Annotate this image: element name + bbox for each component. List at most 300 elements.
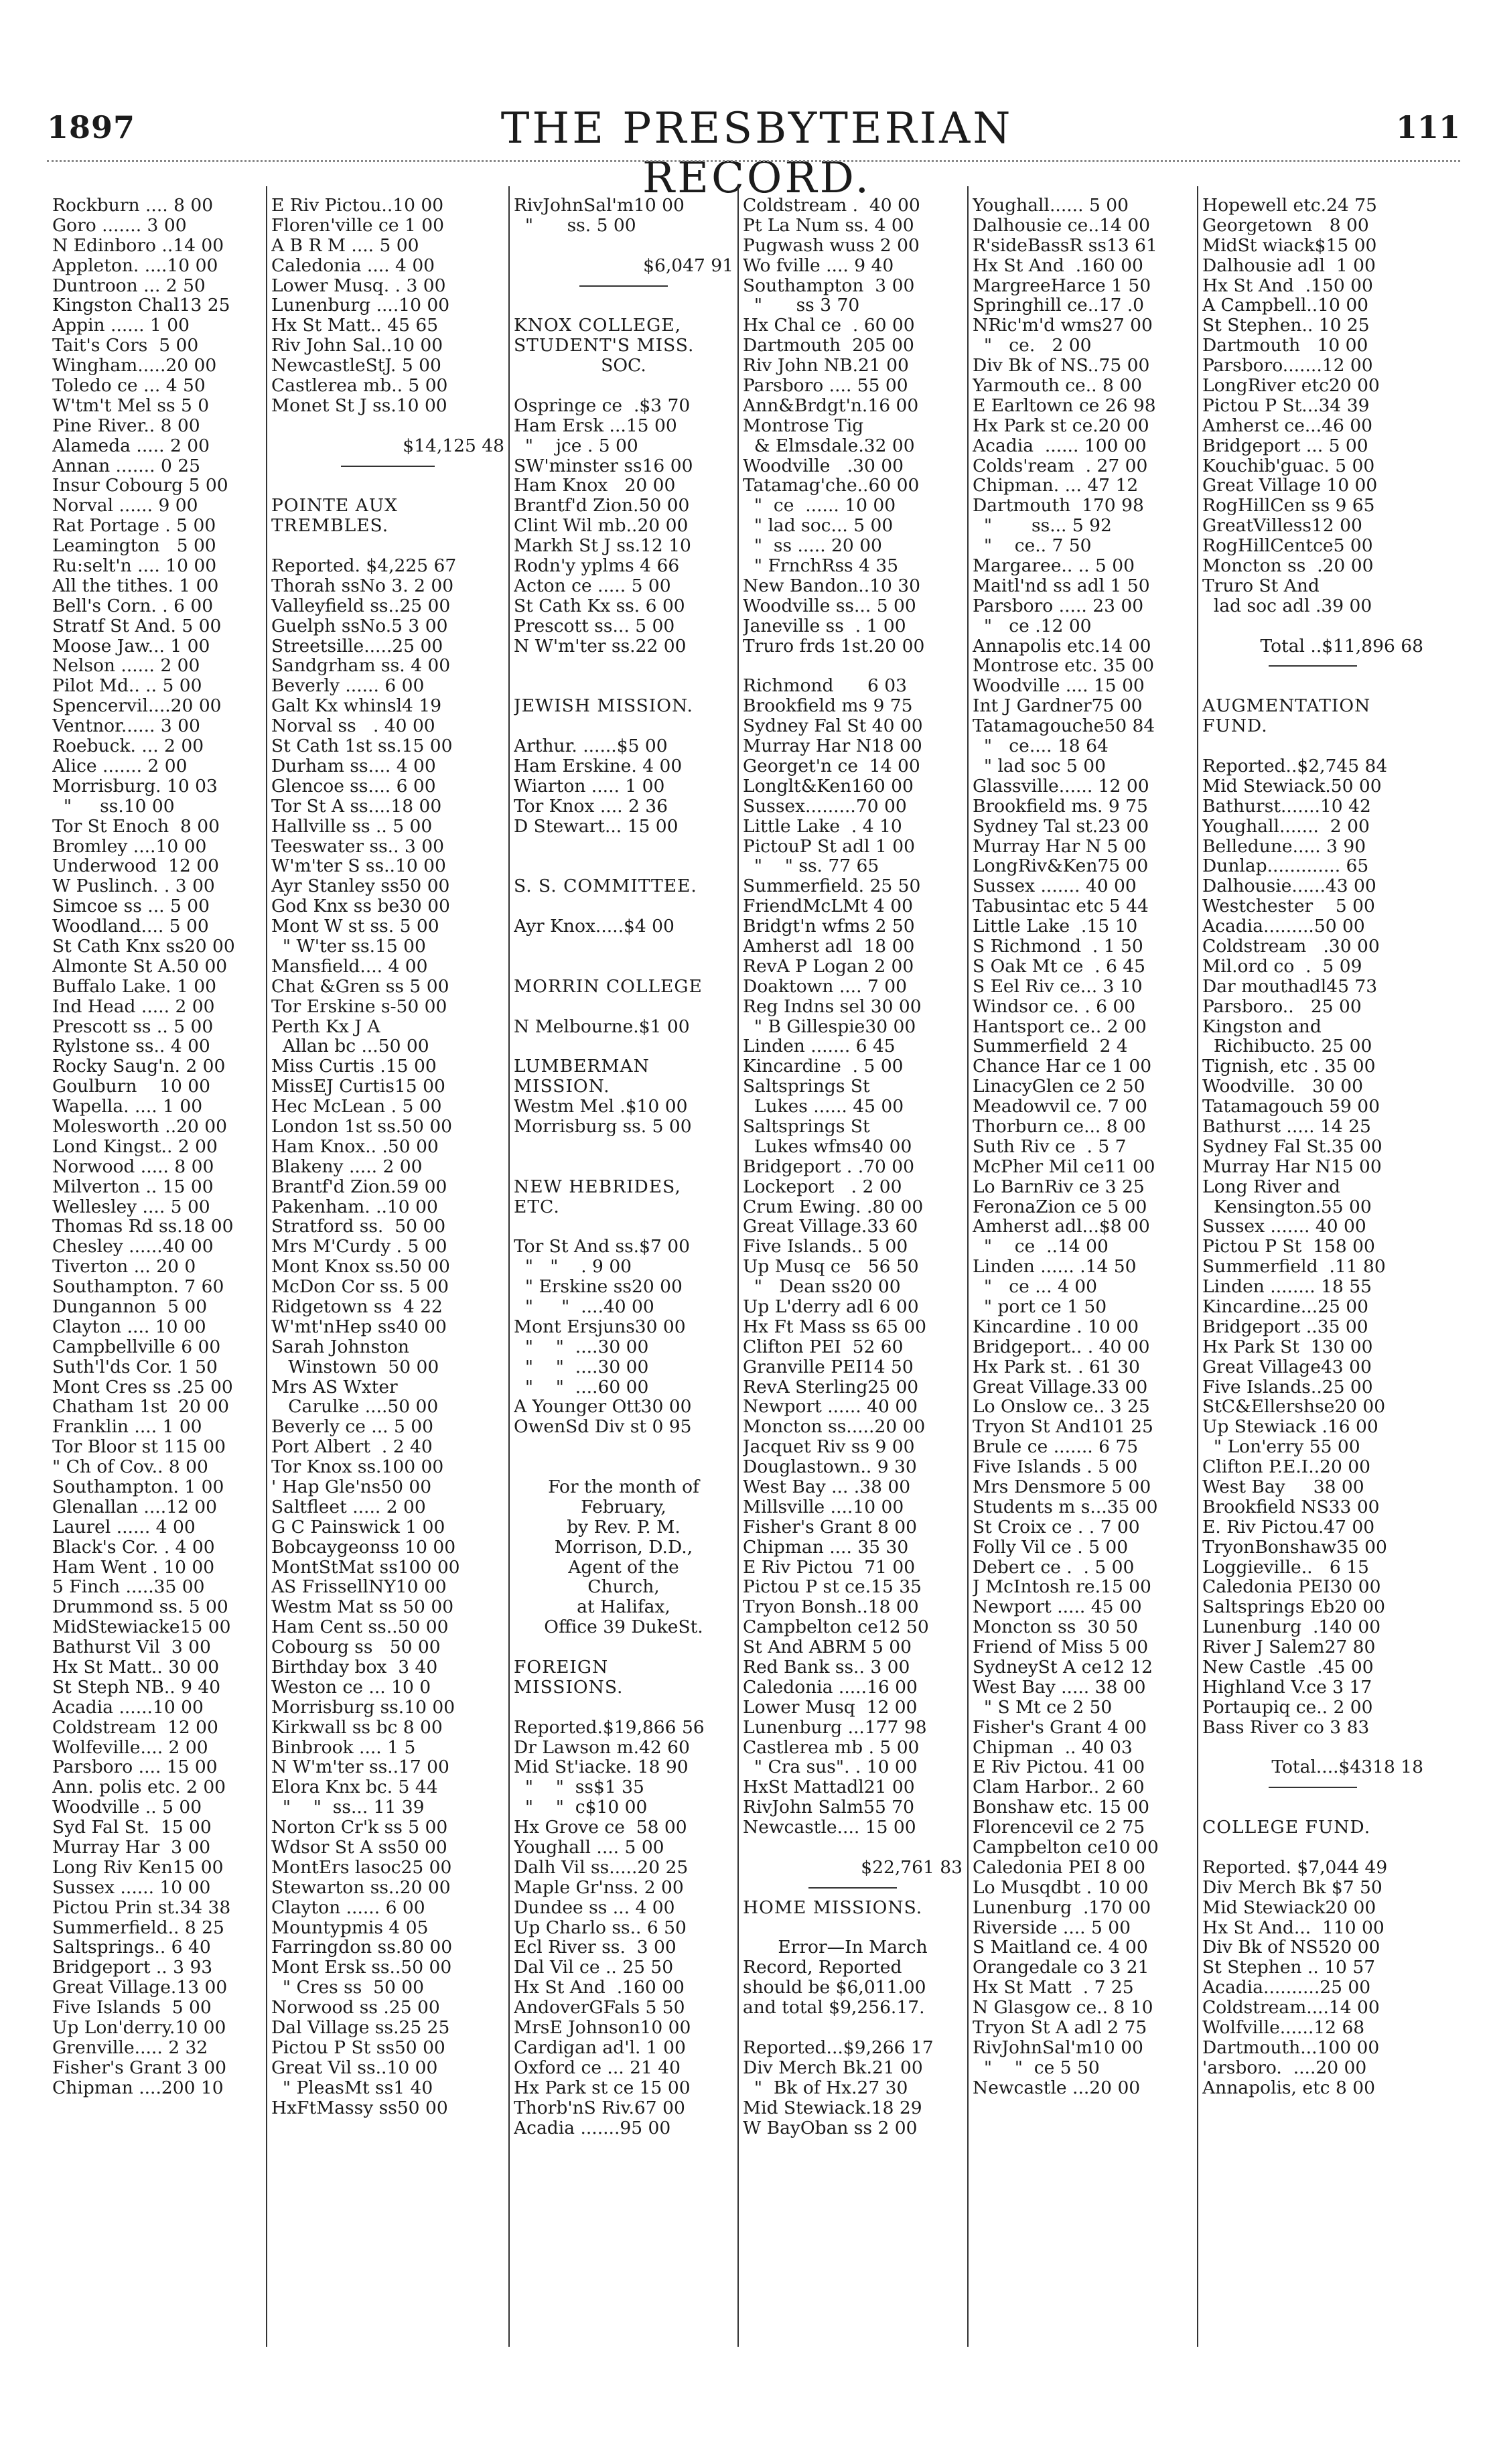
entry-line: Doaktown .... 7 00 <box>743 976 907 997</box>
entry-line: Summerfield 2 4 <box>973 1036 1128 1057</box>
entry-line: Hx Park st ce 15 00 <box>514 2077 691 2098</box>
entry-line: Dar mouthadl45 73 <box>1202 976 1378 997</box>
entry-line: Franklin .... 1 00 <box>52 1417 202 1438</box>
entry-line: E Riv Pictou..10 00 <box>271 196 444 216</box>
entry-line: Glencoe ss.... 6 00 <box>271 776 436 797</box>
entry-line: Saltsprings St <box>743 1116 870 1137</box>
entry-line: RivJohnSal'm10 00 <box>973 2037 1143 2058</box>
entry-line: Murray Har N15 00 <box>1202 1156 1382 1177</box>
entry-line: NRic'm'd wms27 00 <box>973 316 1153 336</box>
entry-line: Moncton ss.....20 00 <box>743 1417 926 1438</box>
entry-line: Tor St A ss....18 00 <box>271 796 442 817</box>
entry-line: Hx Park St 130 00 <box>1202 1337 1373 1357</box>
entry-line: " " ss. 77 65 <box>743 856 879 877</box>
entry-line: Ecl River ss. 3 00 <box>514 1937 677 1958</box>
section-heading: at Halifax, <box>577 1597 670 1618</box>
entry-line <box>743 1838 963 1858</box>
entry-line: Great Village.33 60 <box>743 1217 918 1237</box>
entry-line: Tor St And ss.$7 00 <box>514 1237 690 1257</box>
entry-line: Up Lon'derry.10 00 <box>52 2018 226 2038</box>
entry-line: Amherst adl 18 00 <box>743 936 915 957</box>
entry-line: Hantsport ce.. 2 00 <box>973 1016 1147 1037</box>
entry-line <box>743 2018 963 2038</box>
entry-line: Bathurst ..... 14 25 <box>1202 1116 1371 1137</box>
entry-line: " " ....60 00 <box>514 1377 649 1397</box>
entry-line: Castlerea mb . 5 00 <box>743 1737 920 1758</box>
entry-line: Five Islands..25 00 <box>1202 1377 1373 1397</box>
entry-line: Thomas Rd ss.18 00 <box>52 1217 234 1237</box>
entry-line: Hx St And .160 00 <box>973 255 1143 276</box>
entry-line <box>514 997 733 1017</box>
entry-line: " lad soc 5 00 <box>973 756 1106 776</box>
entry-line <box>514 837 733 857</box>
section-heading: ETC. <box>514 1196 560 1217</box>
entry-line: " B Gillespie30 00 <box>743 1016 916 1037</box>
entry-line: Beverly ...... 6 00 <box>271 676 425 697</box>
entry-line: Dalhousie adl 1 00 <box>1202 255 1376 276</box>
entry-line: LongRiv&Ken75 00 <box>973 856 1149 877</box>
entry-line: Fisher's Grant 8 00 <box>743 1517 917 1537</box>
entry-line: " " c$10 00 <box>514 1797 648 1818</box>
entry-line: Windsor ce. . 6 00 <box>973 996 1136 1017</box>
entry-line: Durham ss.... 4 00 <box>271 756 436 776</box>
entry-line: Portaupiq ce.. 2 00 <box>1202 1697 1373 1718</box>
entry-line: Westchester 5 00 <box>1202 896 1375 917</box>
entry-line: Up Stewiack .16 00 <box>1202 1417 1378 1438</box>
entry-line: Dartmouth 205 00 <box>743 336 914 356</box>
entry-line: Riv John Sal..10 00 <box>271 336 443 356</box>
entry-line <box>514 937 733 957</box>
entry-line <box>514 1457 733 1477</box>
entry-line: London 1st ss.50 00 <box>271 1116 453 1137</box>
entry-line: Dungannon 5 00 <box>52 1296 208 1317</box>
entry-line <box>514 957 733 977</box>
entry-line: Brantf'd Zion.59 00 <box>271 1176 447 1197</box>
entry-line: Acadia .......95 00 <box>514 2118 671 2138</box>
entry-line: Youghall .... 5 00 <box>514 1838 664 1858</box>
entry-line: " ce.... 18 64 <box>973 736 1109 756</box>
entry-line: Almonte St A.50 00 <box>52 956 228 977</box>
entry-line <box>514 1637 733 1657</box>
entry-line: Saltsprings Eb20 00 <box>1202 1597 1386 1618</box>
entry-line: Hx Park st. . 61 30 <box>973 1357 1140 1377</box>
entry-line: Brantf'd Zion.50 00 <box>514 496 690 517</box>
entry-line: Guelph ssNo.5 3 00 <box>271 616 448 636</box>
entry-line: Duntroon ... 2 50 <box>52 275 206 296</box>
entry-line: Great Village 10 00 <box>1202 476 1378 496</box>
entry-line: Linden ...... .14 50 <box>973 1257 1137 1278</box>
entry-line: Morrisburg. 10 03 <box>52 776 218 797</box>
entry-line: and total $9,256.17. <box>743 1998 925 2018</box>
entry-line: Tait's Cors 5 00 <box>52 336 199 356</box>
entry-line: Southampton. 1 00 <box>52 1477 224 1497</box>
entry-line: MrsE Johnson10 00 <box>514 2018 691 2038</box>
entry-line: Miss Curtis .15 00 <box>271 1056 437 1077</box>
entry-line: Pictou P St ss50 00 <box>271 2037 445 2058</box>
entry-line: Norton Cr'k ss 5 00 <box>271 1818 448 1838</box>
entry-line: Saltsprings St <box>743 1077 870 1097</box>
entry-line: Loggieville.. 6 15 <box>1202 1557 1369 1578</box>
entry-line: Reported.$19,866 56 <box>514 1717 705 1738</box>
entry-line: Pine River.. 8 00 <box>52 415 200 436</box>
entry-line: Mid Stewiack20 00 <box>1202 1897 1376 1918</box>
entry-line: Millsville ....10 00 <box>743 1497 904 1517</box>
entry-line: Dalhousie......43 00 <box>1202 876 1376 897</box>
entry-line: Great Village.13 00 <box>52 1978 228 1998</box>
entry-line: E Earltown ce 26 98 <box>973 395 1156 416</box>
entry-line: Orangedale co 3 21 <box>973 1958 1149 1978</box>
entry-line: LinacyGlen ce 2 50 <box>973 1077 1145 1097</box>
entry-line: West Bay ... .38 00 <box>743 1477 911 1497</box>
entry-line: Black's Cor. . 4 00 <box>52 1537 215 1558</box>
entry-line: Westm Mel .$10 00 <box>514 1097 688 1117</box>
entry-line: Tor St Enoch 8 00 <box>52 816 220 837</box>
entry-line: Insur Cobourg 5 00 <box>52 476 228 496</box>
entry-line: " " ....40 00 <box>514 1296 654 1317</box>
entry-line: Ham Knox.. .50 00 <box>271 1136 439 1157</box>
entry-line: Drummond ss. 5 00 <box>52 1597 228 1618</box>
entry-line: Rylstone ss.. 4 00 <box>52 1036 210 1057</box>
entry-line: St Steph NB.. 9 40 <box>52 1677 221 1698</box>
entry-line: Dalhousie ce..14 00 <box>973 215 1151 236</box>
entry-line <box>1202 736 1423 756</box>
section-heading: Morrison, D.D., <box>554 1537 693 1558</box>
entry-line: St Stephen .. 10 57 <box>1202 1958 1376 1978</box>
entry-line: Rocky Saug'n. 2 00 <box>52 1056 226 1077</box>
entry-line: Dal Vil ce .. 25 50 <box>514 1958 674 1978</box>
entry-line <box>1202 1738 1423 1758</box>
entry-line: Sussex ....... 40 00 <box>973 876 1137 897</box>
entry-line: Amherst adl...$8 00 <box>973 1217 1150 1237</box>
entry-line: & Elmsdale.32 00 <box>743 435 915 456</box>
entry-line: Linden ........ 18 55 <box>1202 1277 1372 1297</box>
entry-line: Springhill ce..17 .0 <box>973 295 1145 316</box>
entry-line: Belledune..... 3 90 <box>1202 836 1366 857</box>
entry-line: Pakenham. ..10 00 <box>271 1196 438 1217</box>
entry-line: AndoverGFals 5 50 <box>514 1998 685 2018</box>
entry-line: " ss... 5 92 <box>973 516 1112 537</box>
entry-line: RevA P Logan 2 00 <box>743 956 914 977</box>
entry-line: W Puslinch. . 3 00 <box>52 876 215 897</box>
entry-line <box>743 656 963 676</box>
entry-line: Goro ....... 3 00 <box>52 215 187 236</box>
entry-line: SW'minster ss16 00 <box>514 456 693 476</box>
entry-line: Kensington.55 00 <box>1202 1196 1372 1217</box>
entry-line: Up L'derry adl 6 00 <box>743 1296 919 1317</box>
entry-line: Yarmouth ce.. 8 00 <box>973 376 1142 396</box>
entry-line: Kincardine . 5 00 <box>743 1056 904 1077</box>
entry-line: Up Charlo ss.. 6 50 <box>514 1917 687 1938</box>
entry-line: E Riv Pictou 71 00 <box>743 1557 916 1578</box>
entry-line: D Stewart... 15 00 <box>514 816 679 837</box>
entry-line: Moncton ss .20 00 <box>1202 556 1374 576</box>
entry-line: MidSt wiack$15 00 <box>1202 235 1377 256</box>
entry-line: Appin ...... 1 00 <box>52 316 190 336</box>
entry-line: Carulke ....50 00 <box>271 1397 439 1418</box>
entry-line: Bonshaw etc. 15 00 <box>973 1797 1149 1818</box>
entry-line: Ann&Brdgt'n.16 00 <box>743 395 919 416</box>
entry-line: Sussex ....... 40 00 <box>1202 1217 1366 1237</box>
entry-line <box>514 896 733 916</box>
entry-line: Newport ..... 45 00 <box>973 1597 1142 1618</box>
entry-line: Thorb'nS Riv.67 00 <box>514 2098 685 2118</box>
entry-line: Newcastle.... 15 00 <box>743 1818 916 1838</box>
entry-line: Chipman .. 40 03 <box>973 1737 1133 1758</box>
entry-line <box>514 295 733 316</box>
entry-line: Suth Riv ce . 5 7 <box>973 1136 1127 1157</box>
entry-line: Teeswater ss.. 3 00 <box>271 836 444 857</box>
entry-line: Dal Village ss.25 25 <box>271 2018 450 2038</box>
entry-line: HxSt Mattadl21 00 <box>743 1777 915 1798</box>
entry-line: Sydney Tal st.23 00 <box>973 816 1149 837</box>
entry-line: G C Painswick 1 00 <box>271 1517 445 1537</box>
section-rule <box>514 276 733 296</box>
section-heading: STUDENT'S MISS. <box>514 336 695 356</box>
entry-line: Leamington 5 00 <box>52 536 216 557</box>
entry-line: Coldstream .30 00 <box>1202 936 1380 957</box>
entry-line: Clayton .... 10 00 <box>52 1316 206 1337</box>
entry-line: Hx Chal ce . 60 00 <box>743 316 915 336</box>
entry-line: Wellesley .... 5 00 <box>52 1196 210 1217</box>
entry-line: Ind Head ..... 2 00 <box>52 996 215 1017</box>
entry-line: " Dean ss20 00 <box>743 1277 901 1297</box>
entry-line: Maitl'nd ss adl 1 50 <box>973 575 1150 596</box>
entry-line: Coldstream....14 00 <box>1202 1998 1380 2018</box>
entry-line: RevA Sterling25 00 <box>743 1377 919 1397</box>
entry-line: S Maitland ce. 4 00 <box>973 1937 1148 1958</box>
entry-line: Pictou P St...34 39 <box>1202 395 1370 416</box>
entry-line: Southampton. 7 60 <box>52 1277 224 1297</box>
entry-line: Dalh Vil ss.....20 25 <box>514 1857 689 1878</box>
entry-line: Coldstream 12 00 <box>52 1717 218 1738</box>
entry-line: " ss.10 00 <box>52 796 175 817</box>
section-heading: MISSION. <box>514 1077 610 1097</box>
entry-line: Reg Indns sel 30 00 <box>743 996 922 1017</box>
entry-line: Wiarton ..... 1 00 <box>514 776 665 797</box>
entry-line: Douglastown.. 9 30 <box>743 1457 917 1477</box>
entry-line: S Richmond . 1 50 <box>973 936 1143 957</box>
entry-line: Clifton PEI 52 60 <box>743 1337 904 1357</box>
entry-line: Prescott ss... 5 00 <box>514 616 675 636</box>
entry-line: Ham Went . 10 00 <box>52 1557 215 1578</box>
entry-line <box>514 1437 733 1457</box>
entry-line: GreatVilless12 00 <box>1202 516 1362 537</box>
entry-line <box>514 1157 733 1177</box>
entry-line: Murray Har N 5 00 <box>973 836 1147 857</box>
entry-line <box>514 1217 733 1237</box>
entry-line: lad soc adl .39 00 <box>1202 596 1372 616</box>
section-heading: NEW HEBRIDES, <box>514 1176 681 1197</box>
entry-line: McDon Cor ss. 5 00 <box>271 1277 449 1297</box>
entry-line: Lower Musq. . 3 00 <box>271 275 446 296</box>
entry-line: Chesley ......40 00 <box>52 1237 214 1257</box>
entry-line: Grenville..... 2 32 <box>52 2037 208 2058</box>
entry-line: Div Merch Bk $7 50 <box>1202 1877 1382 1898</box>
entry-line: Mont Ersjuns30 00 <box>514 1316 686 1337</box>
entry-line: Glassville...... 12 00 <box>973 776 1149 797</box>
entry-line: " ce ...... 10 00 <box>743 496 896 517</box>
entry-line: Dunlap............. 65 <box>1202 856 1369 877</box>
entry-line: Westm Mat ss 50 00 <box>271 1597 454 1618</box>
entry-line: TryonBonshaw35 00 <box>1202 1537 1387 1558</box>
entry-line: Newcastle ...20 00 <box>973 2077 1141 2098</box>
entry-line <box>271 536 504 556</box>
entry-line <box>514 856 733 876</box>
entry-line: Suth'l'ds Cor. 1 50 <box>52 1357 218 1377</box>
entry-line: Reported...$9,266 17 <box>743 2037 934 2058</box>
entry-line: Five Islands . 5 00 <box>973 1457 1138 1477</box>
entry-line: Murray Har N18 00 <box>743 736 922 756</box>
entry-line: " ce .12 00 <box>973 616 1092 636</box>
entry-line: Ospringe ce .$3 70 <box>514 395 691 416</box>
entry-line: Bridgt'n wfms 2 50 <box>743 916 915 937</box>
entry-line: Hx St And .160 00 <box>514 1978 685 1998</box>
section-heading: Church, <box>587 1577 660 1598</box>
entry-line: $14,125 48 <box>403 435 504 456</box>
entry-line: LongRiver etc20 00 <box>1202 376 1380 396</box>
entry-line: Pt La Num ss. 4 00 <box>743 215 914 236</box>
entry-line: MontErs lasoc25 00 <box>271 1857 452 1878</box>
entry-line: Chance Har ce 1 00 <box>973 1056 1152 1077</box>
entry-line: Caledonia PEI 8 00 <box>973 1857 1145 1878</box>
entry-line: Five Islands 5 00 <box>52 1998 212 2018</box>
entry-line: Norval ...... 9 00 <box>52 496 198 517</box>
entry-line: Five Islands.. 5 00 <box>743 1237 908 1257</box>
entry-line: Ayr Stanley ss50 00 <box>271 876 450 897</box>
text-column <box>973 196 1192 2346</box>
column-divider <box>266 186 267 2347</box>
entry-line: Div Bk of NS..75 00 <box>973 356 1150 377</box>
section-heading: by Rev. P. M. <box>567 1517 681 1537</box>
entry-line: Campbelton ce12 50 <box>743 1617 929 1638</box>
entry-line: Granville PEI14 50 <box>743 1357 914 1377</box>
entry-line: Total ..$11,896 68 <box>1260 636 1423 657</box>
entry-line: RogHillCen ss 9 65 <box>1202 496 1375 517</box>
entry-line: MissEJ Curtis15 00 <box>271 1077 445 1097</box>
text-column <box>271 196 504 2346</box>
entry-line: Tiverton ... 20 0 <box>52 1257 196 1278</box>
entry-line: Acton ce ..... 5 00 <box>514 575 671 596</box>
entry-line: Hx St And .150 00 <box>1202 275 1373 296</box>
entry-line: Morrisburg ss. 5 00 <box>514 1116 692 1137</box>
entry-line: Lond Kingst.. 2 00 <box>52 1136 218 1157</box>
entry-line: Debert ce . . 5 00 <box>973 1557 1135 1578</box>
entry-line: Tryon St And101 25 <box>973 1417 1153 1438</box>
entry-line: RogHillCentce5 00 <box>1202 536 1373 557</box>
entry-line: Margaree.. .. 5 00 <box>973 556 1135 576</box>
entry-line: E Riv Pictou. 41 00 <box>973 1757 1145 1778</box>
column-divider <box>1197 186 1198 2347</box>
entry-line: St Cath Knx ss20 00 <box>52 936 235 957</box>
entry-line: Cardigan ad'l. 1 00 <box>514 2037 686 2058</box>
entry-line: Mansfield.... 4 00 <box>271 956 428 977</box>
entry-line: Tryon St A adl 2 75 <box>973 2018 1147 2038</box>
entry-line: Galt Kx whinsl4 19 <box>271 696 442 717</box>
entry-line: Arthur. ......$5 00 <box>514 736 668 756</box>
entry-line: Ventnor...... 3 00 <box>52 716 200 737</box>
entry-line: Montrose Tig <box>743 415 864 436</box>
entry-line: McPher Mil ce11 00 <box>973 1156 1155 1177</box>
entry-line: Lockeport . 2 00 <box>743 1176 902 1197</box>
entry-line: Pictou P st ce.15 35 <box>743 1577 922 1598</box>
entry-line: Monet St J ss.10 00 <box>271 395 447 416</box>
entry-line: Woodland.... 5 00 <box>52 916 209 937</box>
entry-line: Woodville .... 15 00 <box>973 676 1145 697</box>
entry-line: Fisher's Grant 4 00 <box>973 1717 1147 1738</box>
section-heading: Agent of the <box>568 1557 679 1578</box>
entry-line: " Lon'erry 55 00 <box>1202 1437 1360 1458</box>
entry-line: " Cra sus". . 10 00 <box>743 1757 918 1778</box>
text-column <box>52 196 261 2346</box>
entry-line <box>514 236 733 256</box>
entry-line: N Edinboro ..14 00 <box>52 235 224 256</box>
entry-line: Pictou P St 158 00 <box>1202 1237 1375 1257</box>
entry-line <box>514 1036 733 1056</box>
section-heading: S. S. COMMITTEE. <box>514 876 697 897</box>
section-heading: For the month of <box>548 1477 699 1497</box>
section-heading: Office 39 DukeSt. <box>544 1617 703 1638</box>
entry-line: E. Riv Pictou.47 00 <box>1202 1517 1375 1537</box>
entry-line: Woodville. 30 00 <box>1202 1077 1363 1097</box>
entry-line: Southampton 3 00 <box>743 275 915 296</box>
entry-line: Lukes ...... 45 00 <box>743 1097 904 1117</box>
entry-line: Norval ss . 40 00 <box>271 716 435 737</box>
entry-line: Kirkwall ss bc 8 00 <box>271 1717 443 1738</box>
entry-line: Norwood ss .25 00 <box>271 1998 440 2018</box>
entry-line: Truro St And <box>1202 575 1320 596</box>
entry-line: Hx St And... 110 00 <box>1202 1917 1384 1938</box>
entry-line: West Bay ..... 38 00 <box>973 1677 1146 1698</box>
entry-line: Blakeny ..... 2 00 <box>271 1156 423 1177</box>
entry-line: Wdsor St A ss50 00 <box>271 1838 447 1858</box>
entry-line: Sussex.........70 00 <box>743 796 907 817</box>
entry-line: Acadia.........50 00 <box>1202 916 1365 937</box>
entry-line: Mountypmis 4 05 <box>271 1917 429 1938</box>
entry-line: Youghall...... 5 00 <box>973 196 1129 216</box>
entry-line: R'sideBassR ss13 61 <box>973 235 1157 256</box>
entry-line: Great Vil ss..10 00 <box>271 2057 438 2078</box>
entry-line: Murray Har 3 00 <box>52 1838 211 1858</box>
section-heading: LUMBERMAN <box>514 1056 650 1077</box>
entry-line: " " ss... 11 39 <box>271 1797 425 1818</box>
section-heading: MISSIONS. <box>514 1677 624 1698</box>
entry-line: " PleasMt ss1 40 <box>271 2077 433 2098</box>
entry-line: " ce ... 4 00 <box>973 1277 1097 1297</box>
entry-line: Caledonia .... 4 00 <box>271 255 435 276</box>
entry-line: Annapolis etc.14 00 <box>973 636 1151 657</box>
entry-line: Little Lake . 4 10 <box>743 816 902 837</box>
entry-line: Hx Park st ce.20 00 <box>973 415 1149 436</box>
entry-line: Wapella. .... 1 00 <box>52 1097 203 1117</box>
entry-line: Binbrook .... 1 5 <box>271 1737 416 1758</box>
entry-line: FriendMcLMt 4 00 <box>743 896 914 917</box>
entry-line: Mil.ord co . 5 09 <box>1202 956 1362 977</box>
entry-line <box>1202 1797 1423 1818</box>
column-divider <box>967 186 969 2347</box>
entry-line: Ridgetown ss 4 22 <box>271 1296 443 1317</box>
entry-line <box>1202 1838 1423 1858</box>
entry-line: " Erskine ss20 00 <box>514 1277 683 1297</box>
entry-line: Acadia..........25 00 <box>1202 1978 1371 1998</box>
entry-line: Great Village.33 00 <box>973 1377 1148 1397</box>
entry-line: Brookfield NS33 00 <box>1202 1497 1380 1517</box>
entry-line: Lunenburg .140 00 <box>1202 1617 1381 1638</box>
entry-line: " ss. 5 00 <box>514 215 636 236</box>
entry-line: Appleton. ....10 00 <box>52 255 218 276</box>
entry-line: Weston ce ... 10 0 <box>271 1677 431 1698</box>
entry-line: River J Salem27 80 <box>1202 1637 1376 1658</box>
entry-line: Brookfield ms 9 75 <box>743 696 913 717</box>
